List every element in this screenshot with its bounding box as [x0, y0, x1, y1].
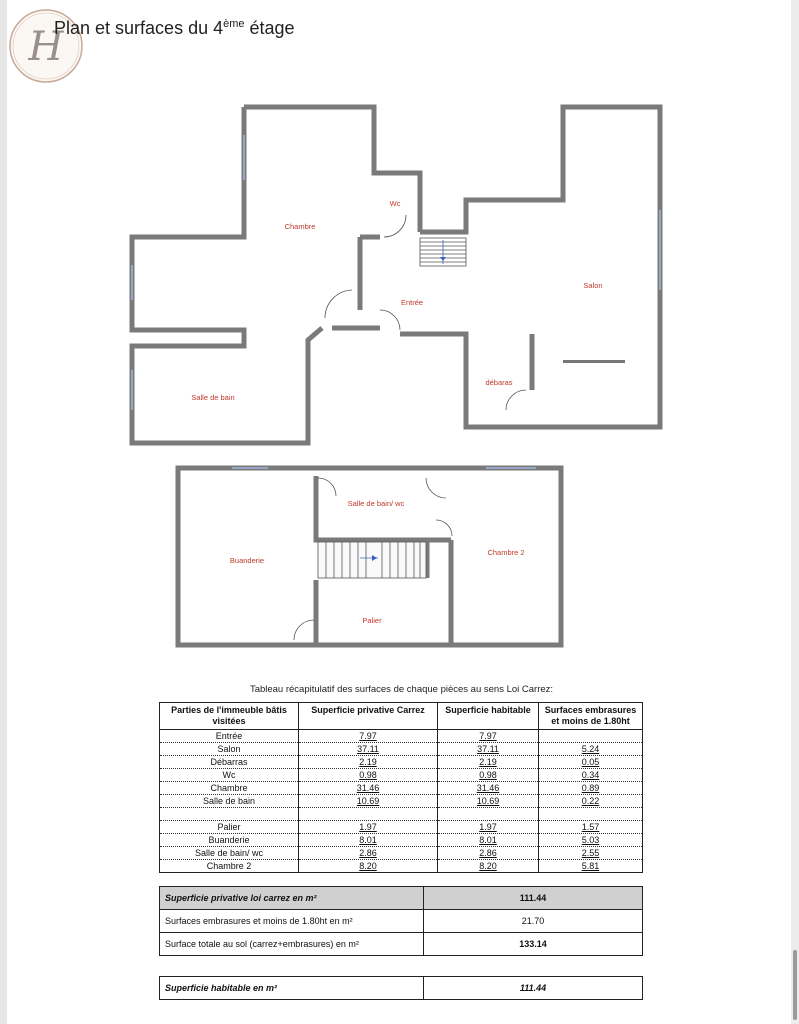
room-label-debaras: débaras [485, 378, 513, 387]
cell-carrez: 10.69 [299, 795, 438, 808]
cell-room: Salle de bain [160, 795, 299, 808]
table-row [160, 860, 643, 873]
habitable-label: Superficie habitable en m² [160, 977, 424, 1000]
room-label-salle-de-bain: Salle de bain [191, 393, 235, 402]
stairs-upper [420, 238, 466, 266]
room-label-salon: Salon [583, 281, 603, 290]
table-row [160, 769, 643, 782]
column-header: Superficie habitable [438, 703, 539, 730]
surface-table [159, 702, 643, 873]
table-row [160, 847, 643, 860]
cell-room: Wc [160, 769, 299, 782]
cell-habitable: 0.98 [438, 769, 539, 782]
cell-room: Entrée [160, 730, 299, 743]
room-label-wc: Wc [389, 199, 401, 208]
column-header: Surfaces embrasures et moins de 1.80ht [539, 703, 643, 730]
table-caption: Tableau récapitulatif des surfaces de chaque pièces au sens Loi Carrez: [249, 684, 554, 695]
cell-room: Palier [160, 821, 299, 834]
table-row [160, 821, 643, 834]
room-label-entree: Entrée [400, 298, 424, 307]
cell-embrasures: 0.05 [539, 756, 643, 769]
wall-upper-left-top [244, 107, 420, 232]
cell-embrasures: 0.89 [539, 782, 643, 795]
cell-carrez: 8.01 [299, 834, 438, 847]
column-header: Superficie privative Carrez [299, 703, 438, 730]
cell-embrasures: 5.81 [539, 860, 643, 873]
cell-room: Chambre [160, 782, 299, 795]
cell-habitable: 37.11 [438, 743, 539, 756]
cell-habitable: 2.19 [438, 756, 539, 769]
stairs-lower [318, 542, 426, 578]
cell-habitable: 8.01 [438, 834, 539, 847]
cell-embrasures [539, 730, 643, 743]
room-label-sdb-wc: Salle de bain/ wc [347, 499, 405, 508]
page-title: Plan et surfaces du 4ème étage [54, 18, 295, 38]
summary-label: Surfaces embrasures et moins de 1.80ht en m² [160, 910, 424, 933]
cell-embrasures: 5.03 [539, 834, 643, 847]
table-row [160, 782, 643, 795]
cell-habitable: 7.97 [438, 730, 539, 743]
cell-embrasures: 2.55 [539, 847, 643, 860]
cell-room: Chambre 2 [160, 860, 299, 873]
habitable-value: 111.44 [424, 977, 643, 1000]
svg-text:H: H [28, 24, 64, 70]
table-row [160, 756, 643, 769]
door-chambre2 [436, 520, 452, 536]
door-chambre [325, 290, 352, 318]
summary-value: 21.70 [424, 910, 643, 933]
habitable-row [160, 977, 643, 1000]
door-sdb-1 [318, 478, 336, 496]
table-row [160, 730, 643, 743]
room-label-chambre: Chambre [284, 222, 316, 231]
summary-value: 111.44 [424, 887, 643, 910]
summary-row [160, 910, 643, 933]
table-row [160, 795, 643, 808]
door-entree [380, 310, 400, 330]
scrollbar-thumb[interactable] [793, 950, 797, 1020]
summary-row [160, 887, 643, 910]
cell-carrez: 37.11 [299, 743, 438, 756]
cell-carrez: 8.20 [299, 860, 438, 873]
door-debaras [506, 390, 526, 410]
cell-carrez: 2.86 [299, 847, 438, 860]
door-sdb-2 [426, 478, 446, 498]
door-wc [384, 215, 406, 237]
room-label-chambre-2: Chambre 2 [487, 548, 525, 557]
cell-carrez: 1.97 [299, 821, 438, 834]
cell-embrasures: 5.24 [539, 743, 643, 756]
cell-carrez: 31.46 [299, 782, 438, 795]
habitable-table [159, 976, 643, 1000]
cell-room: Salle de bain/ wc [160, 847, 299, 860]
table-header-row [160, 703, 643, 730]
room-label-palier: Palier [362, 616, 382, 625]
salon-bar [563, 360, 625, 363]
cell-embrasures: 1.57 [539, 821, 643, 834]
cell-room: Buanderie [160, 834, 299, 847]
summary-row [160, 933, 643, 956]
cell-embrasures: 0.34 [539, 769, 643, 782]
cell-carrez: 2.19 [299, 756, 438, 769]
cell-carrez: 0.98 [299, 769, 438, 782]
cell-habitable: 10.69 [438, 795, 539, 808]
cell-habitable: 8.20 [438, 860, 539, 873]
room-label-buanderie: Buanderie [229, 556, 265, 565]
table-row [160, 834, 643, 847]
cell-habitable: 31.46 [438, 782, 539, 795]
cell-carrez: 7.97 [299, 730, 438, 743]
cell-habitable: 1.97 [438, 821, 539, 834]
door-palier [294, 620, 314, 640]
summary-label: Surface totale au sol (carrez+embrasures) en m² [160, 933, 424, 956]
cell-embrasures: 0.22 [539, 795, 643, 808]
cell-room: Débarras [160, 756, 299, 769]
table-row [160, 743, 643, 756]
cell-room: Salon [160, 743, 299, 756]
summary-table [159, 886, 643, 956]
summary-value: 133.14 [424, 933, 643, 956]
column-header: Parties de l'immeuble bâtis visitées [160, 703, 299, 730]
summary-label: Superficie privative loi carrez en m² [160, 887, 424, 910]
table-spacer-row [160, 808, 643, 821]
cell-habitable: 2.86 [438, 847, 539, 860]
